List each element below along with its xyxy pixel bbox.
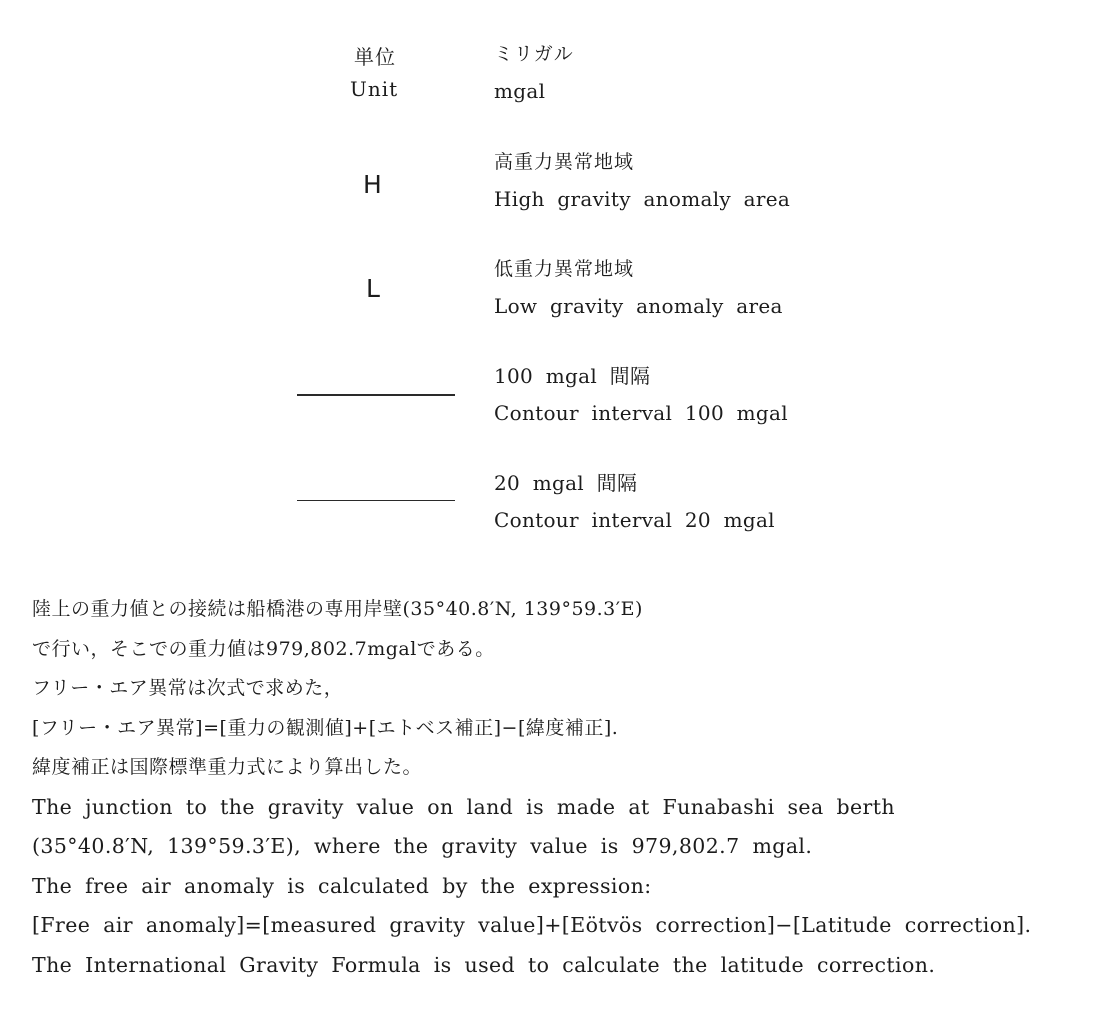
unit-label-en: Unit — [350, 77, 399, 101]
unit-value — [494, 36, 574, 110]
contour-100-line-sample — [297, 394, 455, 396]
note-line: フリー・エア異常は次式で求めた， — [32, 677, 344, 699]
high-desc-jp: 高重力異常地域 — [494, 151, 635, 173]
note-line: The free air anomaly is calculated by the expression: — [32, 873, 652, 898]
high-desc-en: High gravity anomaly area — [494, 187, 791, 211]
low-desc-en: Low gravity anomaly area — [494, 294, 783, 318]
note-line: [フリー・エア異常]=[重力の観測値]+[エトベス補正]−[緯度補正]. — [32, 716, 619, 739]
high-description — [494, 144, 790, 218]
high-symbol: H — [363, 170, 382, 199]
low-symbol: L — [366, 274, 380, 303]
low-description — [494, 251, 783, 325]
contour-20-line-sample — [297, 500, 455, 501]
note-line: 陸上の重力値との接続は船橋港の専用岸壁(35°40.8′N, 139°59.3′E) — [32, 598, 643, 620]
contour-20-desc-jp: 20 mgal 間隔 — [494, 471, 638, 495]
note-line: The junction to the gravity value on land is made at Funabashi sea berth — [32, 794, 895, 819]
unit-value-jp: ミリガル — [494, 43, 574, 65]
note-line: (35°40.8′N, 139°59.3′E), where the gravity value is 979,802.7 mgal. — [32, 834, 813, 858]
note-line: The International Gravity Formula is used to calculate the latitude correction. — [32, 952, 936, 977]
contour-20-description — [494, 465, 775, 539]
contour-100-desc-jp: 100 mgal 間隔 — [494, 364, 651, 388]
note-line: で行い，そこでの重力値は979,802.7mgalである。 — [32, 637, 495, 660]
note-line: 緯度補正は国際標準重力式により算出した。 — [32, 756, 423, 778]
contour-100-description — [494, 358, 788, 432]
explanatory-notes — [32, 590, 1112, 985]
contour-20-desc-en: Contour interval 20 mgal — [494, 508, 775, 532]
unit-label-jp: 単位 — [354, 45, 396, 69]
unit-value-en: mgal — [494, 79, 546, 103]
note-line: [Free air anomaly]=[measured gravity value]+[Eötvös correction]−[Latitude correction]. — [32, 913, 1032, 937]
low-desc-jp: 低重力異常地域 — [494, 258, 635, 280]
contour-100-desc-en: Contour interval 100 mgal — [494, 401, 788, 425]
